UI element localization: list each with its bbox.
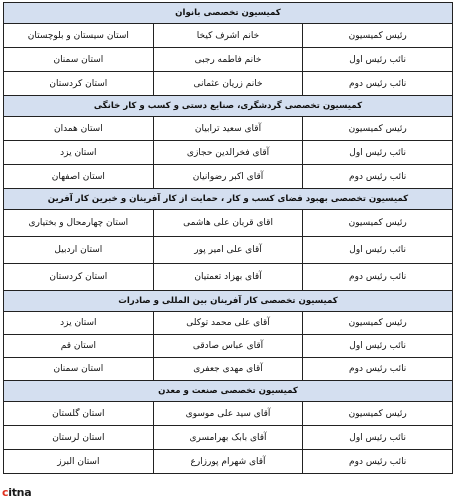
province-cell: استان البرز [4,450,154,474]
role-cell: نائب رئیس دوم [303,72,453,96]
person-cell: آقای اکبر رضوانیان [153,165,303,189]
table-row [4,24,453,48]
committee-title: کمیسیون تخصصی صنعت و معدن [4,381,453,402]
committee-title: کمیسیون تخصصی بانوان [4,3,453,24]
table-row [4,117,453,141]
role-cell: رئیس کمیسیون [303,402,453,426]
table-row [4,72,453,96]
person-cell: آقای سعید ترابیان [153,117,303,141]
table-row [4,312,453,335]
person-cell: اقای قربان علی هاشمی [153,210,303,237]
logo-text: itna [8,486,32,499]
role-cell: نائب رئیس دوم [303,358,453,381]
person-cell: آقای مهدی جعفری [153,358,303,381]
person-cell: خانم اشرف کیخا [153,24,303,48]
citna-logo [0,484,40,501]
committee-table [3,2,453,474]
role-cell: نائب رئیس اول [303,48,453,72]
committee-header-row [4,96,453,117]
person-cell: خانم فاطمه رجبی [153,48,303,72]
committee-header-row [4,189,453,210]
table-row [4,426,453,450]
table-row [4,165,453,189]
province-cell: استان همدان [4,117,154,141]
table-row [4,264,453,291]
person-cell: آقای فخرالدین حجازی [153,141,303,165]
province-cell: استان کردستان [4,72,154,96]
person-cell: آقای بابک بهرامسری [153,426,303,450]
person-cell: آقای عباس صادقی [153,335,303,358]
table-row [4,335,453,358]
province-cell: استان گلستان [4,402,154,426]
person-cell: آقای علی محمد توکلی [153,312,303,335]
role-cell: نائب رئیس اول [303,141,453,165]
province-cell: استان اصفهان [4,165,154,189]
role-cell: نائب رئیس دوم [303,450,453,474]
person-cell: آقای سید علی موسوی [153,402,303,426]
table-row [4,237,453,264]
province-cell: استان سیستان و بلوچستان [4,24,154,48]
province-cell: استان یزد [4,141,154,165]
committee-header-row [4,291,453,312]
province-cell: استان لرستان [4,426,154,450]
committee-table-body [4,3,453,474]
role-cell: نائب رئیس دوم [303,165,453,189]
role-cell: رئیس کمیسیون [303,24,453,48]
table-row [4,48,453,72]
person-cell: خانم زریان عثمانی [153,72,303,96]
role-cell: رئیس کمیسیون [303,312,453,335]
table-row [4,450,453,474]
province-cell: استان چهارمحال و بختیاری [4,210,154,237]
role-cell: رئیس کمیسیون [303,210,453,237]
committee-header-row [4,381,453,402]
person-cell: آقای علی امیر پور [153,237,303,264]
committee-title: کمیسیون تخصصی کار آفرینان بین المللی و صادرات [4,291,453,312]
committee-title: کمیسیون تخصصی بهبود فضای کسب و کار ، حمایت از کار آفرینان و خبرین کار آفرین [4,189,453,210]
person-cell: آقای بهزاد تعمتیان [153,264,303,291]
province-cell: استان سمنان [4,48,154,72]
committee-header-row [4,3,453,24]
table-row [4,141,453,165]
committee-table-wrapper [3,2,453,474]
province-cell: استان یزد [4,312,154,335]
role-cell: نائب رئیس اول [303,426,453,450]
person-cell: آقای شهرام پورزارع [153,450,303,474]
logo-letter-c: c [2,486,9,499]
role-cell: نائب رئیس دوم [303,264,453,291]
table-row [4,210,453,237]
province-cell: استان سمنان [4,358,154,381]
role-cell: نائب رئیس اول [303,335,453,358]
province-cell: استان اردبیل [4,237,154,264]
table-row [4,402,453,426]
province-cell: استان قم [4,335,154,358]
table-row [4,358,453,381]
role-cell: نائب رئیس اول [303,237,453,264]
committee-title: کمیسیون تخصصی گردشگری، صنایع دستی و کسب و کار خانگی [4,96,453,117]
role-cell: رئیس کمیسیون [303,117,453,141]
province-cell: استان کردستان [4,264,154,291]
